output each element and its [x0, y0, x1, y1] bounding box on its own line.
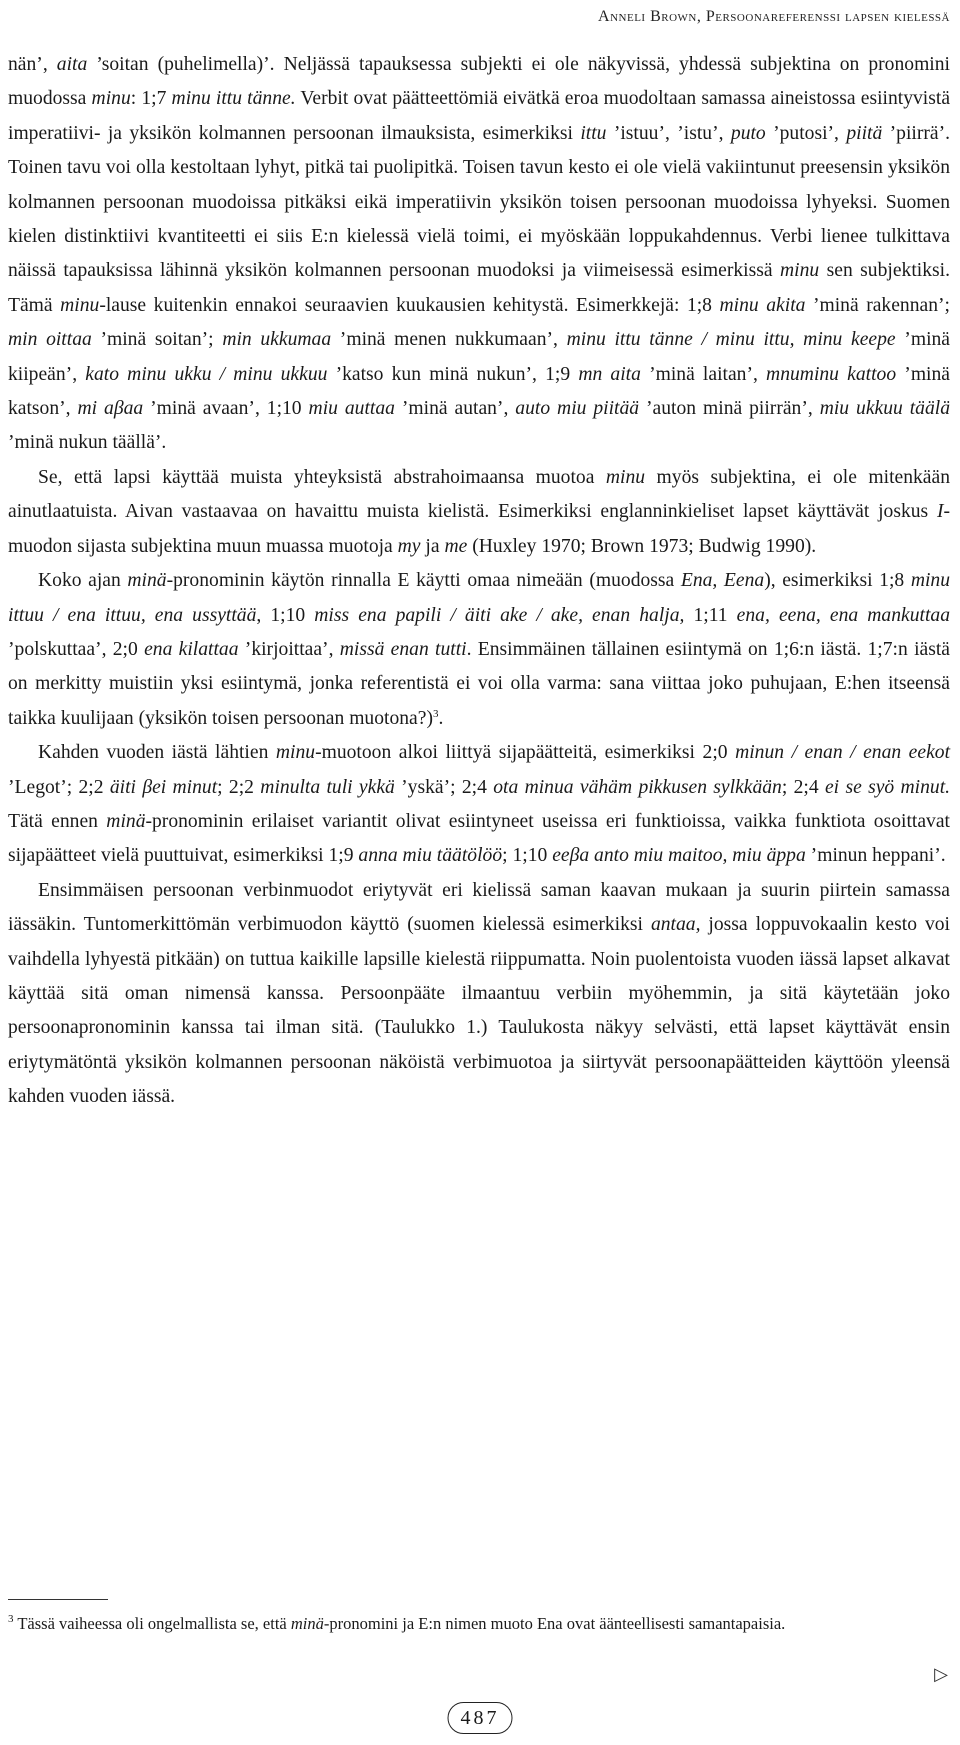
- italic-run: min oittaa: [8, 329, 92, 351]
- text-run: . Ensimmäinen tällainen esiintymä on 1;6:n iästä. 1;7:n iästä on merkitty muistiin yksi esiintymä, jonka referentistä ei voi olla varma: sana viittaa joko puhujaan, E:hen itseensä taikka kuulijaan (yksikön toisen persoonan muotona?): [8, 638, 950, 729]
- text-run: ’auton minä piirrän’,: [639, 398, 820, 420]
- text-run: ’istuu’, ’istu’,: [606, 122, 731, 144]
- text-run: ’polskuttaa’, 2;0: [8, 638, 145, 660]
- italic-run: minä: [290, 1614, 324, 1633]
- text-run: .: [438, 707, 444, 729]
- text-run: -muotoon alkoi liittyä sijapäätteitä, esimerkiksi 2;0: [315, 742, 736, 764]
- text-run: ; 1;10: [502, 845, 553, 867]
- italic-run: me: [444, 535, 468, 557]
- page-number: 487: [448, 1702, 513, 1734]
- text-run: ’minä kiipeän’,: [8, 329, 951, 385]
- italic-run: minun / enan / enan eekot: [735, 742, 951, 764]
- italic-run: eeβa anto miu maitoo, miu äppa: [552, 845, 806, 867]
- text-run: -lause kuitenkin ennakoi seuraavien kuukausien kehitystä. Esimerkkejä: 1;8: [99, 294, 720, 316]
- footnote-marker: 3: [8, 1613, 14, 1625]
- italic-run: miu ukkuu täälä: [819, 398, 951, 420]
- text-run: myös subjektina, ei ole mitenkään ainutlaatuista. Aivan vastaavaa on havaittu muista kielistä. Esimerkiksi englanninkieliset lapset käyttävät joskus: [8, 466, 950, 523]
- text-run: ’minä nukun täällä’.: [8, 432, 167, 454]
- italic-run: ena, eena, ena mankuttaa: [736, 604, 950, 626]
- text-run: ; 2;4: [781, 776, 825, 798]
- italic-run: auto miu piitää: [515, 398, 640, 420]
- italic-run: minu: [60, 294, 100, 316]
- paragraph: [8, 874, 950, 1115]
- text-run: Tätä ennen: [8, 810, 107, 832]
- running-header: Anneli Brown, Persoonareferenssi lapsen kielessä: [598, 8, 950, 25]
- italic-run: Ena, Eena: [680, 570, 765, 592]
- footnote: [8, 1612, 950, 1636]
- italic-run: I: [936, 501, 944, 523]
- text-run: Kahden vuoden iästä lähtien: [38, 742, 276, 764]
- text-run: sen subjektiksi. Tämä: [8, 260, 950, 316]
- body-text: [8, 48, 950, 1115]
- italic-run: minä: [106, 810, 146, 832]
- text-run: ), esimerkiksi 1;8: [764, 570, 911, 592]
- italic-run: minu: [605, 466, 646, 488]
- italic-run: mn aita: [578, 363, 641, 385]
- text-run: Se, että lapsi käyttää muista yhteyksistä abstrahoimaansa muotoa: [38, 466, 606, 488]
- text-run: ’minä soitan’;: [91, 329, 223, 351]
- text-run: -pronomini ja E:n nimen muoto Ena ovat äänteellisesti samantapaisia.: [323, 1614, 786, 1633]
- italic-run: aita: [56, 54, 88, 75]
- text-run: nän’,: [8, 54, 57, 75]
- italic-run: mi aβaa: [77, 398, 144, 420]
- text-run: ’putosi’,: [765, 122, 847, 144]
- footnote-marker: 3: [432, 707, 439, 720]
- italic-run: piitä: [846, 122, 883, 144]
- text-run: ’minä avaan’, 1;10: [143, 398, 309, 420]
- text-run: : 1;7: [130, 88, 172, 110]
- paragraph: [8, 48, 950, 461]
- italic-run: mnuminu kattoo: [766, 363, 897, 385]
- text-run: -pronominin käytön rinnalla E käytti omaa nimeään (muodossa: [166, 570, 681, 592]
- italic-run: minu: [91, 88, 131, 110]
- italic-run: ei se syö minut.: [824, 776, 951, 798]
- italic-run: anna miu täätölöö: [358, 845, 503, 867]
- italic-run: puto: [730, 122, 766, 144]
- text-run: ja: [420, 535, 445, 557]
- text-run: , 1;10: [256, 604, 315, 626]
- italic-run: minu akita: [719, 294, 806, 316]
- text-run: Tässä vaiheessa oli ongelmallista se, että: [13, 1614, 291, 1633]
- italic-run: antaa,: [650, 914, 701, 936]
- text-run: -muodon sijasta subjektina muun muassa muotoja: [8, 501, 950, 557]
- text-run: ’minä laitan’,: [640, 363, 767, 385]
- text-run: 1;11: [684, 604, 737, 626]
- text-run: ’kirjoittaa’,: [238, 638, 340, 660]
- paragraph: [8, 461, 950, 564]
- italic-run: minä: [127, 570, 167, 592]
- text-run: jossa loppuvokaalin kesto voi vaihdella lyhyestä pitkään) on tuttua kaikille lapsille kielestä riippumatta. Noin puolentoista vuoden iässä lapset alkavat käyttää sitä oman nimensä kanssa. Persoonpääte ilmaantuu verbiin myöhemmin, ja sitä käytetään joko persoonapronominin kanssa tai ilman sitä. (Taulukko 1.) Taulukosta näkyy selvästi, että lapset käyttävät ensin eriytymätöntä yksikön kolmannen persoonan näköistä verbimuotoa ja siirtyvät persoonapäätteiden käyttöön yleensä kahden vuoden iässä.: [8, 914, 950, 1108]
- text-run: ’piirrä’. Toinen tavu voi olla kestoltaan lyhyt, pitkä tai puolipitkä. Toisen tavun kesto ei ole vielä vakiintunut preesensin yksikön kolmannen persoonan muodoissa pitkäksi eikä imperatiivin yksikön toisen persoonan muodoissa lyhyeksi. Suomen kielen distinktiivi kvantiteetti ei siis E:n kielessä vielä toimi, ei myöskään loppukahdennus. Verbi lienee tulkittava näissä tapauksissa lähinnä yksikön kolmannen persoonan muodoksi ja viimeisessä esimerkissä: [8, 122, 951, 282]
- text-run: ’yskä’; 2;4: [394, 776, 494, 798]
- italic-run: miss ena papili / äiti ake / ake, enan halja,: [314, 604, 685, 626]
- italic-run: minulta tuli ykkä: [260, 776, 395, 798]
- text-run: ’minä katson’,: [8, 363, 950, 420]
- next-page-icon[interactable]: ▷: [934, 1664, 948, 1684]
- text-run: ’katso kun minä nukun’, 1;9: [327, 363, 579, 385]
- italic-run: ota minua vähäm pikkusen sylkkään: [493, 776, 782, 798]
- text-run: -pronominin erilaiset variantit olivat esiintyneet useissa eri funktioissa, vaikka funktiota osoittavat sijapäätteet vielä puuttuivat, esimerkiksi 1;9: [8, 810, 950, 867]
- text-run: ’minä menen nukkumaan’,: [331, 329, 567, 351]
- text-run: ; 2;2: [217, 776, 261, 798]
- italic-run: kato minu ukku / minu ukkuu: [85, 363, 328, 385]
- paragraph: [8, 736, 950, 874]
- paragraph: [8, 564, 950, 736]
- text-run: ’minä autan’,: [394, 398, 516, 420]
- italic-run: minu ittuu / ena ittuu, ena ussyttää: [8, 570, 950, 626]
- text-run: ’soitan (puhelimella)’. Neljässä tapauksessa subjekti ei ole näkyvissä, yhdessä subjektina on pronomini muodossa: [8, 54, 950, 110]
- italic-run: ittu: [580, 122, 607, 144]
- text-run: Verbit ovat päätteettömiä eivätkä eroa muodoltaan samassa aineistossa esiintyvistä imperatiivi- ja yksikön kolmannen persoonan ilmauksista, esimerkiksi: [8, 88, 951, 144]
- text-run: ’Legot’; 2;2: [8, 776, 110, 798]
- text-run: ’minä rakennan’;: [805, 294, 950, 316]
- italic-run: my: [397, 535, 421, 557]
- text-run: ’minun heppani’.: [805, 845, 946, 867]
- italic-run: minu ittu tänne / minu ittu, minu keepe: [566, 329, 896, 351]
- italic-run: minu: [780, 260, 820, 282]
- italic-run: minu: [275, 742, 316, 764]
- italic-run: minu ittu tänne.: [171, 88, 296, 110]
- italic-run: ena kilattaa: [144, 638, 239, 660]
- italic-run: miu auttaa: [308, 398, 395, 420]
- footnote-divider: [8, 1599, 108, 1600]
- italic-run: min ukkumaa: [222, 329, 332, 351]
- italic-run: missä enan tutti: [339, 638, 467, 660]
- text-run: Ensimmäisen persoonan verbinmuodot eriytyvät eri kielissä saman kaavan mukaan ja suurin piirtein samassa iässäkin. Tuntomerkittömän verbimuodon käyttö (suomen kielessä esimerkiksi: [8, 879, 950, 936]
- text-run: Koko ajan: [38, 570, 128, 592]
- text-run: (Huxley 1970; Brown 1973; Budwig 1990).: [467, 535, 817, 557]
- italic-run: äiti βei minut: [109, 776, 218, 798]
